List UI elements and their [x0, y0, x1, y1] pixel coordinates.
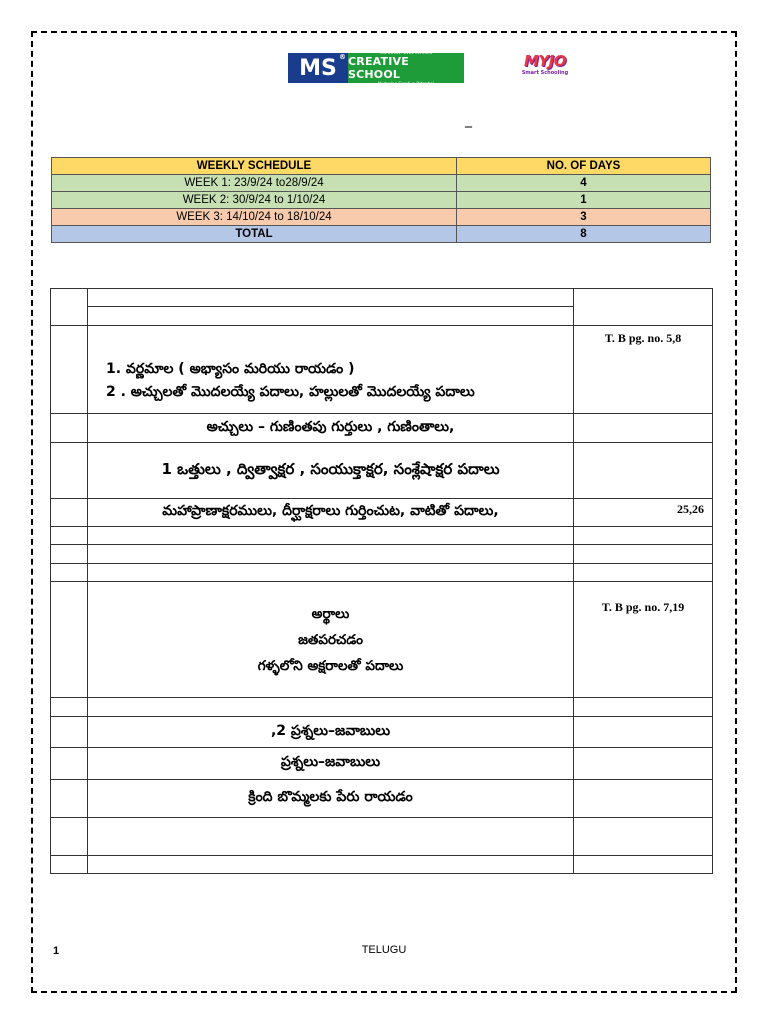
syllabus-cell: [574, 748, 713, 780]
syllabus-cell: [51, 698, 88, 717]
syllabus-row: [51, 856, 713, 874]
syllabus-cell: [574, 780, 713, 818]
topic-line: జతపరచడం: [298, 631, 363, 648]
syllabus-cell: [51, 527, 88, 545]
syllabus-cell: [574, 698, 713, 717]
syllabus-cell: [88, 564, 574, 582]
syllabus-row: [51, 780, 713, 818]
ms-tagline: Nurturing Creative Potential: [378, 81, 434, 86]
syllabus-cell: [51, 564, 88, 582]
schedule-week-cell: WEEK 1: 23/9/24 to28/9/24: [52, 175, 457, 192]
syllabus-row: [51, 326, 713, 414]
page-number: 1: [53, 945, 60, 957]
syllabus-cell: [574, 527, 713, 545]
schedule-row: [52, 175, 711, 192]
ms-logo-banner: [348, 50, 464, 86]
schedule-row: [52, 192, 711, 209]
textbook-ref: 25,26: [677, 502, 704, 516]
ms-logo-text: MS: [299, 55, 337, 81]
syllabus-cell: [574, 443, 713, 499]
schedule-days-cell: 4: [457, 175, 711, 192]
textbook-ref-cell: [574, 582, 713, 698]
syllabus-cell: [574, 414, 713, 443]
syllabus-row: [51, 289, 713, 326]
schedule-header-week: WEEKLY SCHEDULE: [52, 158, 457, 175]
syllabus-row: [51, 499, 713, 527]
ms-school-name: CREATIVE SCHOOL: [348, 55, 409, 81]
syllabus-cell: [574, 856, 713, 874]
textbook-ref: T. B pg. no. 5,8: [604, 331, 682, 345]
ms-creative-school-logo: [288, 50, 464, 86]
syllabus-cell: [51, 582, 88, 698]
schedule-total-days: 8: [457, 226, 711, 243]
topic-line: గళ్ళలోని అక్షరాలతో పదాలు: [257, 657, 404, 674]
syllabus-cell: [88, 527, 574, 545]
syllabus-topic-cell: అచ్చులు – గుణింతపు గుర్తులు , గుణింతాలు,: [88, 414, 574, 443]
syllabus-cell: [51, 856, 88, 874]
schedule-total-label: TOTAL: [52, 226, 457, 243]
syllabus-cell: [574, 545, 713, 564]
myjo-logo: [519, 52, 571, 82]
schedule-header-row: [52, 158, 711, 175]
ms-logo-mark: [288, 53, 348, 83]
ms-registered-mark: ®: [339, 53, 346, 61]
textbook-ref-cell: [574, 326, 713, 414]
syllabus-topic-cell: [88, 582, 574, 698]
syllabus-cell: [51, 414, 88, 443]
footer-subject: TELUGU: [361, 944, 407, 956]
syllabus-topic-cell: క్రింది బొమ్మలకు పేరు రాయడం: [88, 780, 574, 818]
myjo-logo-text: MYJO: [523, 52, 567, 70]
syllabus-cell: [574, 818, 713, 856]
syllabus-topic-cell: [88, 326, 574, 414]
syllabus-row: [51, 748, 713, 780]
syllabus-row: [51, 698, 713, 717]
schedule-week-cell: WEEK 2: 30/9/24 to 1/10/24: [52, 192, 457, 209]
syllabus-cell: [51, 717, 88, 748]
syllabus-cell: [88, 818, 574, 856]
weekly-schedule-table: [51, 157, 711, 243]
syllabus-topic-cell: ప్రశ్నలు–జవాబులు: [88, 748, 574, 780]
myjo-tagline: Smart Schooling: [521, 70, 569, 76]
syllabus-row: [51, 414, 713, 443]
syllabus-cell: [88, 698, 574, 717]
syllabus-row: [51, 443, 713, 499]
textbook-ref: T. B pg. no. 7,19: [601, 600, 685, 614]
schedule-row: [52, 209, 711, 226]
topic-line: అర్థాలు: [311, 605, 350, 622]
syllabus-cell: [88, 545, 574, 564]
syllabus-cell: [51, 289, 88, 326]
syllabus-topic-cell: మహాప్రాణాక్షరములు, దీర్ఘాక్షరాలు గుర్తించుట, వాటితో పదాలు,: [88, 499, 574, 527]
syllabus-cell: [51, 499, 88, 527]
syllabus-cell: [574, 289, 713, 326]
syllabus-cell: [51, 545, 88, 564]
syllabus-table: [50, 288, 713, 874]
syllabus-cell: [51, 780, 88, 818]
syllabus-cell: [574, 564, 713, 582]
syllabus-row: [51, 818, 713, 856]
topic-line: 2 . అచ్చులతో మొదలయ్యే పదాలు, హల్లులతో మొదలయ్యే పదాలు: [106, 383, 475, 400]
syllabus-cell: [51, 748, 88, 780]
syllabus-cell: [574, 717, 713, 748]
syllabus-topic-cell: ,2 ప్రశ్నలు–జవాబులు: [88, 717, 574, 748]
syllabus-cell: [51, 818, 88, 856]
textbook-ref-cell: [574, 499, 713, 527]
schedule-days-cell: 1: [457, 192, 711, 209]
syllabus-row: [51, 527, 713, 545]
syllabus-row: [51, 582, 713, 698]
schedule-total-row: [52, 226, 711, 243]
syllabus-row: [51, 564, 713, 582]
syllabus-topic-cell: 1 ఒత్తులు , ద్విత్వాక్షర , సంయుక్తాక్షర, సంశ్లేషాక్షర పదాలు: [88, 443, 574, 499]
syllabus-cell: [51, 326, 88, 414]
syllabus-cell: [88, 856, 574, 874]
topic-line: 1. వర్ణమాల ( అభ్యాసం మరియు రాయడం ): [106, 360, 355, 377]
header-dash: _: [465, 112, 472, 128]
ms-cert-text: ISO 21001: 2018 Certified: [379, 50, 433, 55]
schedule-week-cell: WEEK 3: 14/10/24 to 18/10/24: [52, 209, 457, 226]
schedule-header-days: NO. OF DAYS: [457, 158, 711, 175]
syllabus-row: [51, 717, 713, 748]
syllabus-cell: [88, 289, 574, 326]
syllabus-row: [51, 545, 713, 564]
schedule-days-cell: 3: [457, 209, 711, 226]
syllabus-cell: [51, 443, 88, 499]
syllabus-inner-line: [88, 289, 573, 307]
